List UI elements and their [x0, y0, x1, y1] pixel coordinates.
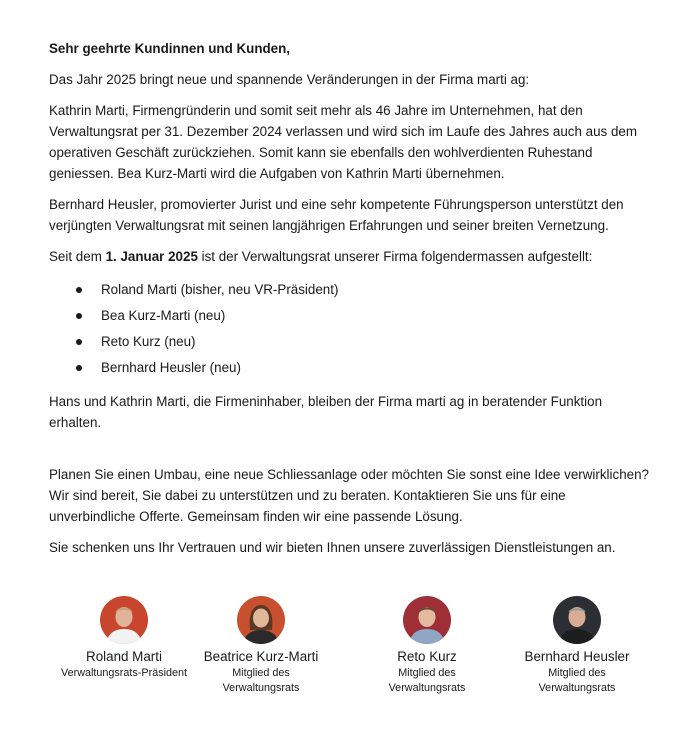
board-list — [49, 277, 649, 381]
paragraph-spacer — [49, 443, 649, 464]
team-member-reto — [352, 596, 502, 696]
kathrin-paragraph: Kathrin Marti, Firmengründerin und somit seit mehr als 46 Jahre im Unternehmen, hat den Verwaltungsrat per 31. Dezember 2024 verlassen und wird sich im Laufe des Jahres auch aus dem operativen Geschäft zurückziehen. Somit kann sie ebenfalls den wohlverdienten Ruhestand geniessen. Bea Kurz-Marti wird die Aufgaben von Kathrin Marti übernehmen. — [49, 103, 638, 181]
greeting: Sehr geehrte Kundinnen und Kunden, — [49, 41, 291, 56]
member-name: Beatrice Kurz-Marti — [203, 649, 319, 664]
member-role: Mitglied des Verwaltungsrats — [222, 667, 300, 694]
avatar — [100, 596, 148, 644]
team-member-roland — [49, 596, 199, 681]
letter-body — [49, 38, 649, 568]
member-role: Mitglied des Verwaltungsrats — [388, 667, 466, 694]
closing-paragraph: Sie schenken uns Ihr Vertrauen und wir bieten Ihnen unsere zuverlässigen Dienstleistungen an. — [49, 540, 616, 555]
owners-paragraph: Hans und Kathrin Marti, die Firmeninhaber, bleiben der Firma marti ag in beratender Funktion erhalten. — [49, 394, 603, 430]
member-name: Reto Kurz — [397, 649, 457, 664]
member-role: Verwaltungsrats-Präsident — [60, 667, 188, 679]
team-section — [0, 596, 699, 706]
member-name: Bernhard Heusler — [524, 649, 630, 664]
avatar — [553, 596, 601, 644]
team-member-beatrice — [186, 596, 336, 696]
bernhard-paragraph: Bernhard Heusler, promovierter Jurist und eine sehr kompetente Führungsperson unterstützt den verjüngten Verwaltungsrat mit seinen langjährigen Erfahrungen und seiner breiten Vernetzung. — [49, 197, 624, 233]
team-member-bernhard — [502, 596, 652, 696]
board-intro-after: ist der Verwaltungsrat unserer Firma folgendermassen aufgestellt: — [197, 249, 593, 264]
board-intro-date: 1. Januar 2025 — [105, 249, 198, 264]
board-intro-paragraph — [49, 246, 649, 267]
offer-paragraph: Planen Sie einen Umbau, eine neue Schliessanlage oder möchten Sie sonst eine Idee verwirklichen? Wir sind bereit, Sie dabei zu unterstützen und zu beraten. Kontaktieren Sie uns für eine unverbindliche Offerte. Gemeinsam finden wir eine passende Lösung. — [49, 467, 649, 524]
board-intro-before: Seit dem — [49, 249, 106, 264]
list-item: Bernhard Heusler (neu) — [49, 355, 649, 381]
list-item: Roland Marti (bisher, neu VR-Präsident) — [49, 277, 649, 303]
avatar — [403, 596, 451, 644]
member-name: Roland Marti — [86, 649, 162, 664]
intro-paragraph: Das Jahr 2025 bringt neue und spannende Veränderungen in der Firma marti ag: — [49, 72, 530, 87]
member-role: Mitglied des Verwaltungsrats — [538, 667, 616, 694]
list-item: Bea Kurz-Marti (neu) — [49, 303, 649, 329]
avatar — [237, 596, 285, 644]
list-item: Reto Kurz (neu) — [49, 329, 649, 355]
